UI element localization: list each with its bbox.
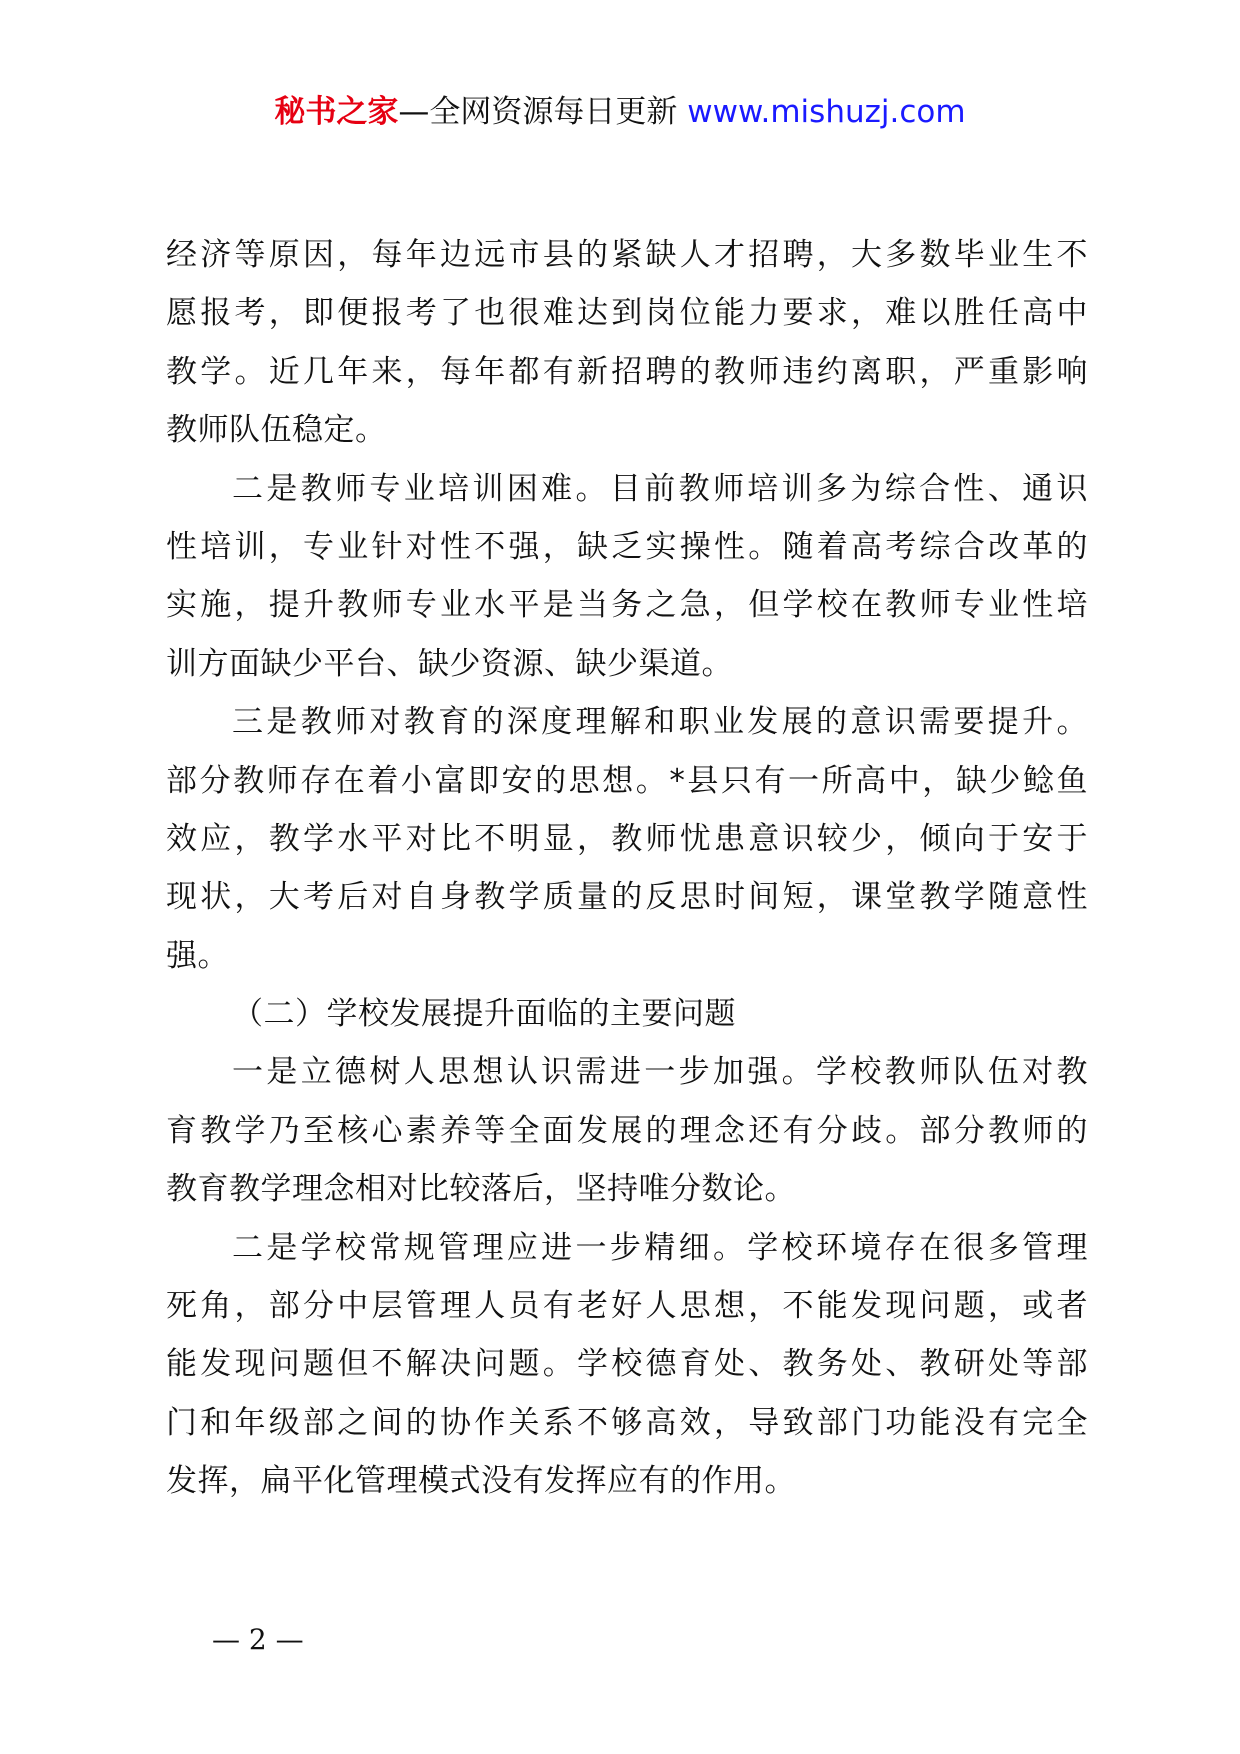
text-line: 三是教师对教育的深度理解和职业发展的意识需要提升。 — [232, 704, 1088, 741]
text-line: 死角，部分中层管理人员有老好人思想，不能发现问题，或者 — [166, 1288, 1088, 1325]
text-line: 二是学校常规管理应进一步精细。学校环境存在很多管理 — [232, 1229, 1088, 1266]
text-line: 训方面缺少平台、缺少资源、缺少渠道。 — [166, 645, 733, 682]
header-tagline: —全网资源每日更新 — [398, 94, 688, 130]
text-line: 教育教学理念相对比较落后，坚持唯分数论。 — [166, 1171, 796, 1208]
text-line: （二）学校发展提升面临的主要问题 — [232, 996, 736, 1033]
website-url[interactable]: www.mishuzj.com — [687, 94, 966, 130]
text-line: 二是教师专业培训困难。目前教师培训多为综合性、通识 — [232, 470, 1088, 507]
text-line: 一是立德树人思想认识需进一步加强。学校教师队伍对教 — [232, 1054, 1088, 1091]
text-line: 教学。近几年来，每年都有新招聘的教师违约离职，严重影响 — [166, 353, 1088, 390]
text-line: 性培训，专业针对性不强，缺乏实操性。随着高考综合改革的 — [166, 528, 1088, 565]
document-body — [166, 226, 1088, 1511]
text-line: 能发现问题但不解决问题。学校德育处、教务处、教研处等部 — [166, 1346, 1088, 1383]
text-line: 效应，教学水平对比不明显，教师忧患意识较少，倾向于安于 — [166, 820, 1088, 857]
text-line: 门和年级部之间的协作关系不够高效，导致部门功能没有完全 — [166, 1404, 1088, 1441]
text-line: 经济等原因，每年边远市县的紧缺人才招聘，大多数毕业生不 — [166, 237, 1088, 273]
text-line: 愿报考，即便报考了也很难达到岗位能力要求，难以胜任高中 — [166, 295, 1088, 332]
text-line: 部分教师存在着小富即安的思想。*县只有一所高中，缺少鲶鱼 — [166, 762, 1088, 799]
text-line: 现状，大考后对自身教学质量的反思时间短，课堂教学随意性 — [166, 879, 1088, 916]
page-number: — 2 — — [212, 1623, 304, 1656]
brand-name: 秘书之家 — [274, 94, 399, 130]
text-line: 教师队伍稳定。 — [166, 412, 387, 449]
text-line: 发挥，扁平化管理模式没有发挥应有的作用。 — [166, 1463, 796, 1500]
text-line: 实施，提升教师专业水平是当务之急，但学校在教师专业性培 — [166, 587, 1088, 624]
text-line: 育教学乃至核心素养等全面发展的理念还有分歧。部分教师的 — [166, 1112, 1088, 1149]
page-header — [0, 92, 1240, 132]
text-line: 强。 — [166, 937, 229, 974]
